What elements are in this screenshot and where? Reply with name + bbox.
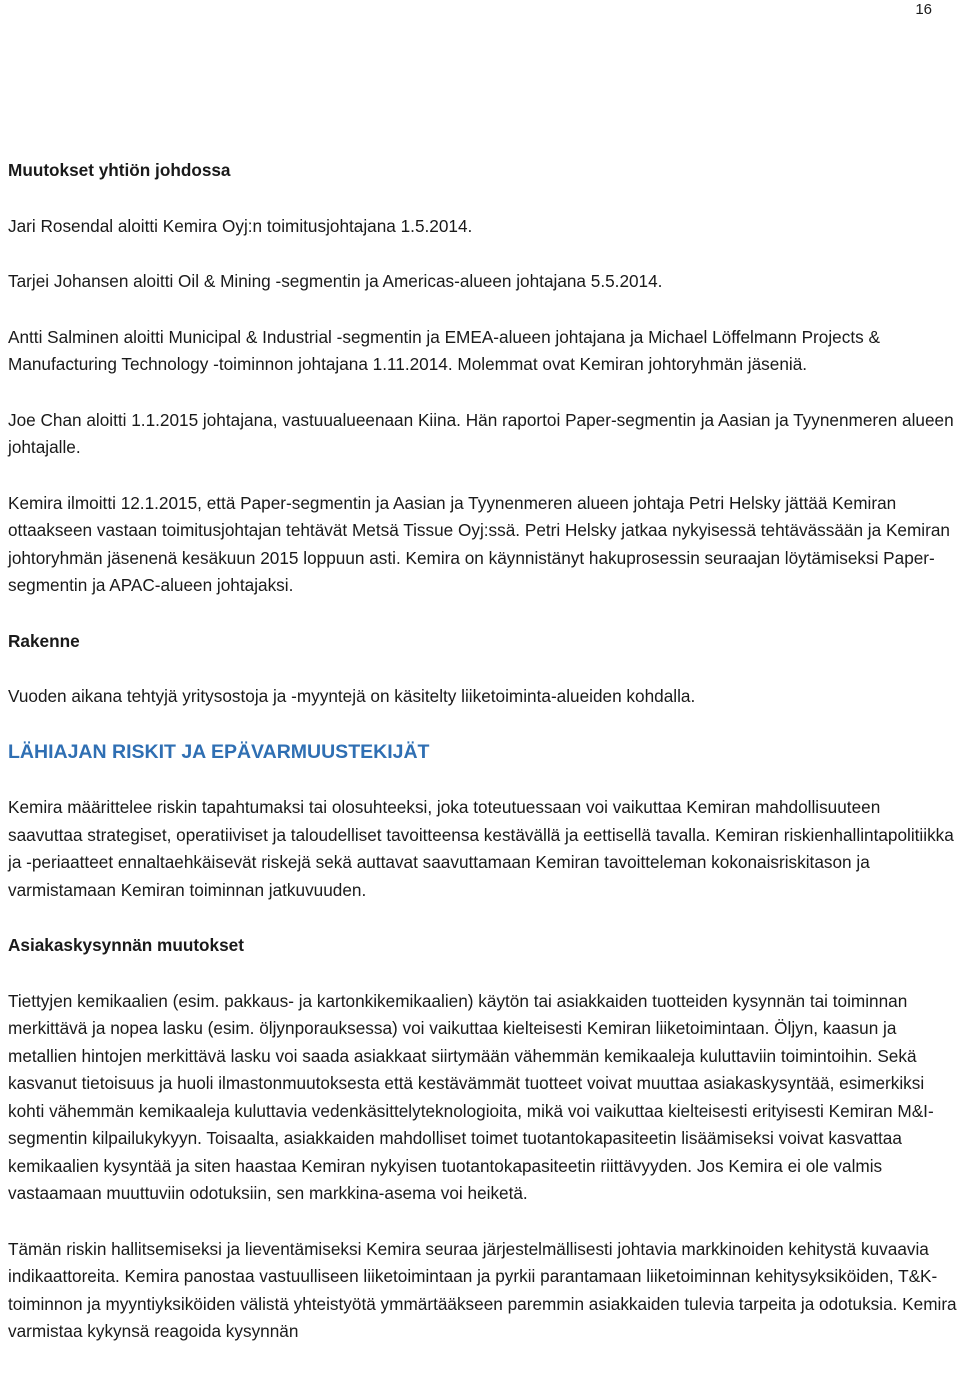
section-heading-rakenne: Rakenne <box>8 630 80 651</box>
paragraph: Tämän riskin hallitsemiseksi ja lieventämiseksi Kemira seuraa järjestelmällisesti johtavia markkinoiden kehitystä kuvaavia indikaattoreita. Kemira panostaa vastuulliseen liiketoimintaan ja pyrkii parantamaan liiketoiminnan kehitysyksiköiden, T&K-toiminnon ja myyntiyksiköiden välistä yhteistyötä ymmärtääkseen paremmin asiakkaiden tulevia tarpeita ja odotuksia. Kemira varmistaa kykynsä reagoida kysynnän <box>8 1238 957 1341</box>
section-heading-muutokset: Muutokset yhtiön johdossa <box>8 160 231 180</box>
paragraph: Antti Salminen aloitti Municipal & Industrial -segmentin ja EMEA-alueen johtajana ja Michael Löffelmann Projects & Manufacturing Technology -toiminnon johtajana 1.11.2014. Molemmat ovat Kemiran johtoryhmän jäseniä. <box>8 326 880 374</box>
paragraph: Jari Rosendal aloitti Kemira Oyj:n toimitusjohtajana 1.5.2014. <box>8 215 473 236</box>
section-heading-asiakaskysynta: Asiakaskysynnän muutokset <box>8 935 244 955</box>
paragraph: Joe Chan aloitti 1.1.2015 johtajana, vastuualueenaan Kiina. Hän raportoi Paper-segmentin ja Aasian ja Tyynenmeren alueen johtajalle. <box>8 409 954 457</box>
paragraph: Tiettyjen kemikaalien (esim. pakkaus- ja kartonkikemikaalien) käytön tai asiakkaiden tuotteiden kysynnän tai toiminnan merkittävä ja nopea lasku (esim. öljynporauksessa) voi vaikuttaa kielteisesti Kemiran liiketoimintaan. Öljyn, kaasun ja metallien hintojen merkittävä lasku voi saada asiakkaat siirtymään vähemmän kemikaaleja kuluttaviin toimintoihin. Sekä kasvanut tietoisuus ja huoli ilmastonmuutoksesta että kestävämmät tuotteet voivat muuttaa asiakaskysyntää, esimerkiksi kohti vähemmän kemikaaleja kuluttavia vedenkäsittelyteknologioita, mikä voi vaikuttaa kielteisesti erityisesti Kemiran M&I-segmentin kilpailukykyyn. Toisaalta, asiakkaiden mahdolliset toimet tuotantokapasiteetin lisäämiseksi voivat kasvattaa kemikaalien kysyntää ja siten haastaa Kemiran nykyisen tuotantokapasiteetin riittävyyden. Jos Kemira ei ole valmis vastaamaan muuttuviin odotuksiin, sen markkina-asema voi heiketä. <box>8 990 934 1203</box>
section-heading-riskit: LÄHIAJAN RISKIT JA EPÄVARMUUSTEKIJÄT <box>8 740 430 763</box>
paragraph: Vuoden aikana tehtyjä yritysostoja ja -myyntejä on käsitelty liiketoiminta-alueiden kohdalla. <box>8 686 696 706</box>
paragraph: Kemira määrittelee riskin tapahtumaksi tai olosuhteeksi, joka toteutuessaan voi vaikuttaa Kemiran mahdollisuuteen saavuttaa strategiset, operatiiviset ja taloudelliset tavoitteensa kestävällä ja eettisellä tavalla. Kemiran riskienhallintapolitiikka ja -periaatteet ennaltaehkäisevät riskejä sekä auttavat saavuttamaan Kemiran tavoitteleman kokonaisriskitason ja varmistamaan Kemiran toiminnan jatkuvuuden. <box>8 797 954 900</box>
paragraph: Kemira ilmoitti 12.1.2015, että Paper-segmentin ja Aasian ja Tyynenmeren alueen johtaja Petri Helsky jättää Kemiran ottaakseen vastaan toimitusjohtajan tehtävät Metsä Tissue Oyj:ssä. Petri Helsky jatkaa nykyisessä tehtävässään ja Kemiran johtoryhmän jäsenenä kesäkuun 2015 loppuun asti. Kemira on käynnistänyt hakuprosessin seuraajan löytämiseksi Paper-segmentin ja APAC-alueen johtajaksi. <box>8 492 950 595</box>
document-body <box>8 157 958 1374</box>
paragraph: Tarjei Johansen aloitti Oil & Mining -segmentin ja Americas-alueen johtajana 5.5.2014. <box>8 271 663 291</box>
page-number: 16 <box>915 1 932 18</box>
